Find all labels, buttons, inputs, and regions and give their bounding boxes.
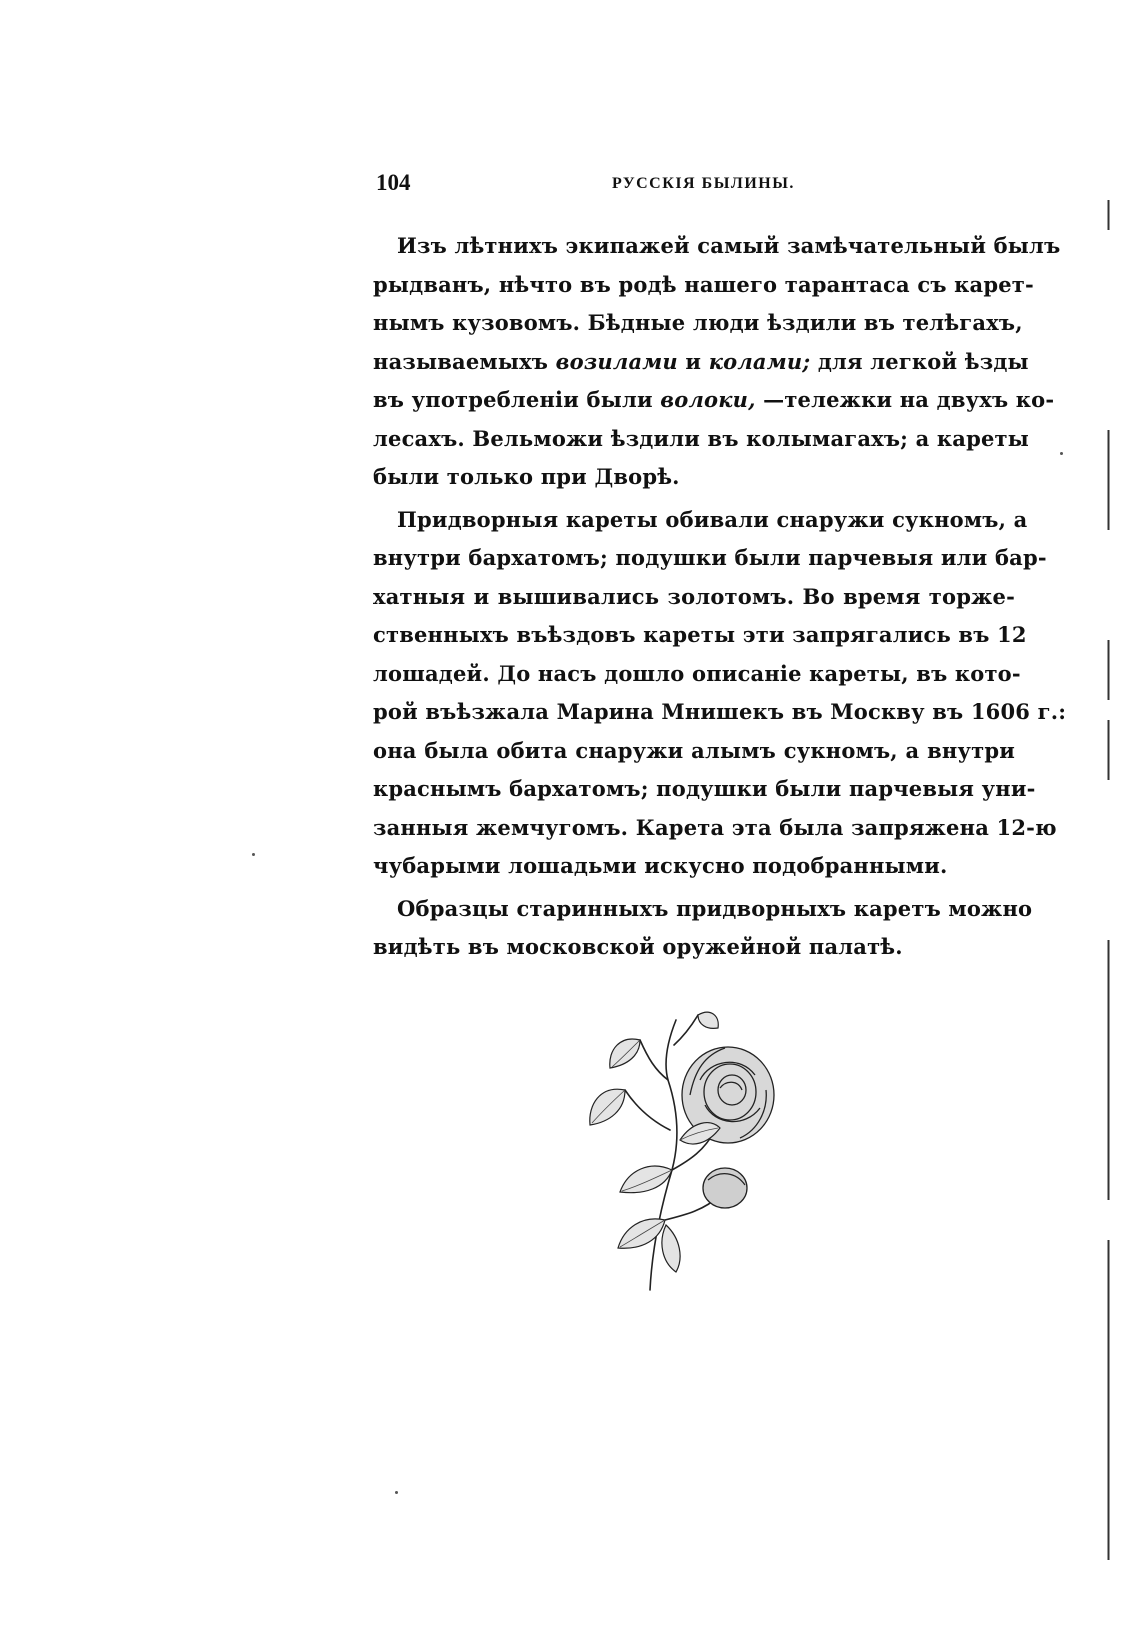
text-line: были только при Дворѣ. xyxy=(373,464,680,489)
text-line: Образцы старинныхъ придворныхъ каретъ можно xyxy=(397,895,1033,921)
rose-engraving-icon xyxy=(580,1010,780,1300)
page-header xyxy=(376,170,990,200)
text-line: внутри бархатомъ; подушки были парчевыя или бар- xyxy=(373,545,1047,570)
text-line: она была обита снаружи алымъ сукномъ, а внутри xyxy=(373,737,1015,763)
text-line: видѣть въ московской оружейной палатѣ. xyxy=(373,934,903,959)
scan-speck xyxy=(252,853,255,856)
scan-speck xyxy=(395,1491,398,1494)
text-line: чубарыми лошадьми искусно подобранными. xyxy=(373,853,948,878)
paragraph-3 xyxy=(373,890,1033,967)
text-line: ственныхъ въѣздовъ кареты эти запрягались въ 12 xyxy=(373,622,1027,647)
text-line: нымъ кузовомъ. Бѣдные люди ѣздили въ телѣгахъ, xyxy=(373,310,1023,335)
text-line: хатныя и вышивались золотомъ. Во время торже- xyxy=(373,583,1015,609)
text-line: Изъ лѣтнихъ экипажей самый замѣчательный былъ xyxy=(397,233,1061,258)
page-number: 104 xyxy=(376,170,411,195)
text-line: краснымъ бархатомъ; подушки были парчевыя уни- xyxy=(373,776,1036,801)
text-line: лошадей. До насъ дошло описаніе кареты, въ кото- xyxy=(373,660,1021,686)
text-line: рой въѣзжала Марина Мнишекъ въ Москву въ 1606 г.: xyxy=(373,699,1067,724)
paragraph-1 xyxy=(373,227,1061,497)
text-line: занныя жемчугомъ. Карета эта была запряжена 12-ю xyxy=(373,814,1057,840)
text-line: рыдванъ, нѣчто въ родѣ нашего тарантаса съ карет- xyxy=(373,271,1034,297)
text-body xyxy=(373,227,1067,971)
text-line: лесахъ. Вельможи ѣздили въ колымагахъ; а кареты xyxy=(373,425,1030,451)
text-line: въ употребленіи были волоки, —тележки на двухъ ко- xyxy=(373,387,1055,412)
scan-speck xyxy=(1060,452,1063,455)
scan-edge-line xyxy=(1107,200,1110,1560)
running-title: РУССКІЯ БЫЛИНЫ. xyxy=(612,175,795,192)
text-line: называемыхъ возилами и колами; для легкой ѣзды xyxy=(373,348,1029,374)
paragraph-2 xyxy=(373,501,1067,886)
text-line: Придворныя кареты обивали снаружи сукномъ, а xyxy=(397,506,1028,532)
